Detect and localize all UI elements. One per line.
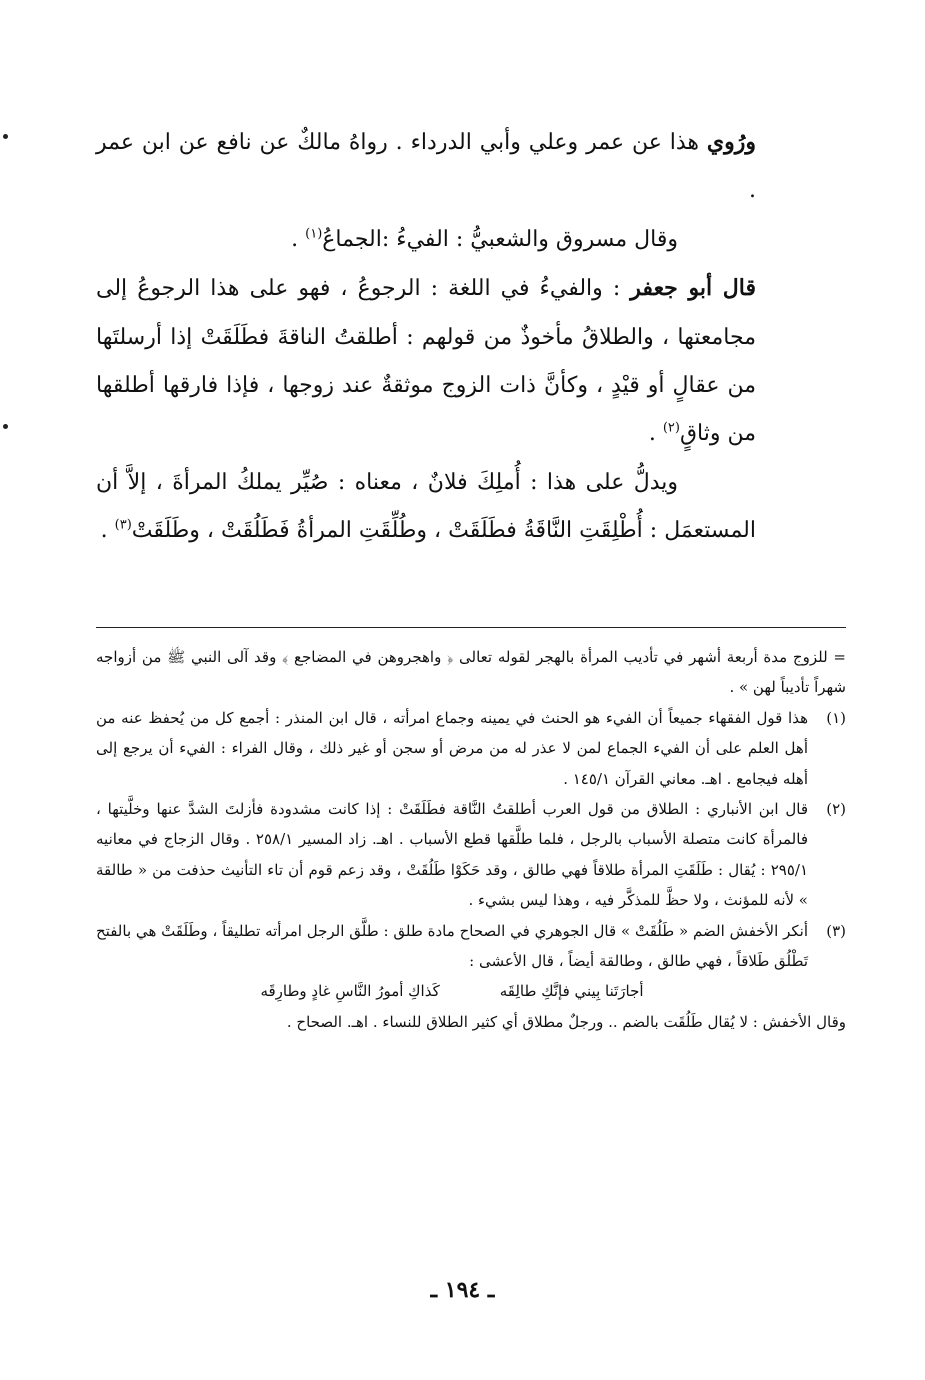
paragraph-3-lead: قال أبو جعفر [630, 275, 756, 302]
footnote-continuation-text: = للزوج مدة أربعة أشهر في تأديب المرأة بالهجر لقوله تعالى ﴿ واهجروهن في المضاجع ﴾ وقد آلى النبي ﷺ من أزواجه شهراً تأديباً لهن » . [96, 648, 846, 697]
verse-second-hemistich: كَذاكِ أمورُ النَّاسِ غادٍ وطارِقَه [260, 982, 440, 1001]
paragraph-4-end: . [100, 518, 108, 544]
footnote-2-text: قال ابن الأنباري : الطلاق من قول العرب أطلقتُ النَّاقة فطَلَقَتْ : إذا كانت مشدودة فأزلتَ الشدَّ عنها وخلَّيتها ، فالمرأة كانت متصلة الأسباب بالرجل ، فلما طلَّقها قطع الأسباب . اهـ. زاد المسير ٢٥٨/١ . وقال الزجاج في معانيه ٢٩٥/١ : يُقال : طَلَقَتِ المرأة طلاقاً فهي طالق ، وقد حَكَوْا طَلُقَتْ ، وقد زعم قوم أن تاء التأنيث حذفت من « طالقة » لأنه للمؤنث ، ولا حظَّ للمذكَّر فيه ، وهذا ليس بشيء . [96, 800, 808, 910]
paragraph-4 [96, 459, 756, 556]
paragraph-3-end: . [648, 421, 656, 447]
footnote-continuation [96, 642, 846, 703]
paragraph-3 [96, 264, 756, 459]
footnote-1 [96, 703, 846, 794]
paragraph-2-body: وقال مسروق والشعبيُّ : الفيءُ :الجماعُ [322, 226, 678, 252]
paragraph-1-lead: ورُوي [706, 129, 756, 155]
footnote-2 [96, 794, 846, 916]
footnote-3-continuation: وقال الأخفش : لا يُقال طَلُقَت بالضم .. ورجلٌ مطلاق أي كثير الطلاق للنساء . اهـ. الصحاح . [286, 1012, 846, 1031]
page-number: ـ ١٩٤ ـ [430, 1277, 495, 1303]
margin-mark [3, 424, 8, 429]
footnote-separator [96, 627, 846, 628]
footnote-ref-2: (٢) [662, 421, 680, 437]
paragraph-1 [96, 118, 756, 216]
footnotes [96, 642, 846, 1037]
margin-mark [3, 134, 8, 139]
paragraph-2 [96, 216, 756, 264]
paragraph-1-body: هذا عن عمر وعلي وأبي الدرداء . رواهُ مالكٌ عن نافع عن ابن عمر . [96, 130, 756, 204]
footnote-3 [96, 916, 846, 1038]
footnote-3-marker: (٣) [826, 921, 846, 940]
footnote-2-marker: (٢) [826, 800, 846, 819]
footnote-ref-1: (١) [305, 226, 323, 242]
footnote-1-marker: (١) [826, 708, 846, 727]
poetry-verse [96, 976, 808, 1006]
paragraph-3-body: : والفيءُ في اللغة : الرجوعُ ، فهو على هذا الرجوعُ إلى مجامعتها ، والطلاقُ مأخوذٌ من قولهم : أطلقتُ الناقةَ فطَلَقَتْ إذا أرسلتَها من عقالٍ أو قيْدٍ ، وكأنَّ ذات الزوج موثقةٌ عند زوجها ، فإذا فارقها أطلقها من وثاقٍ [96, 276, 756, 447]
footnote-1-text: هذا قول الفقهاء جميعاً أن الفيء هو الحنث في يمينه وجماع امرأته ، قال ابن المنذر : أجمع كل من يُحفظ عنه من أهل العلم على أن الفيء الجماع لمن لا عذر له من مرض أو سجن أو غير ذلك ، وقال الفراء : الفيء أن يرجع إلى أهله فيجامع . اهـ. معاني القرآن ١٤٥/١ . [96, 708, 808, 788]
footnote-3-text: أنكر الأخفش الضم « طَلُقَتْ » قال الجوهري في الصحاح مادة طلق : طلَّق الرجل امرأته تطليقاً ، وطَلَقَتْ هي بالفتح تَطْلُق طَلاقاً ، فهي طالق ، وطالقة أيضاً ، قال الأعشى : [96, 921, 808, 971]
verse-first-hemistich: أجارَتَنا بِيني فإنَّكِ طالِقَه [499, 982, 644, 1001]
footnote-ref-3: (٣) [114, 517, 132, 533]
paragraph-2-end: . [291, 226, 299, 252]
main-text [96, 118, 756, 556]
paragraph-4-body: ويدلُّ على هذا : أُملِكَ فلانٌ ، معناه : صُيِّر يملكُ المرأةَ ، إلاَّ أن المستعمَل : أُطْلِقَتِ النَّاقَةُ فطَلَقَتْ ، وطُلِّقَتِ المرأةُ فَطَلُقَتْ ، وطَلَقَتْ [96, 469, 756, 544]
